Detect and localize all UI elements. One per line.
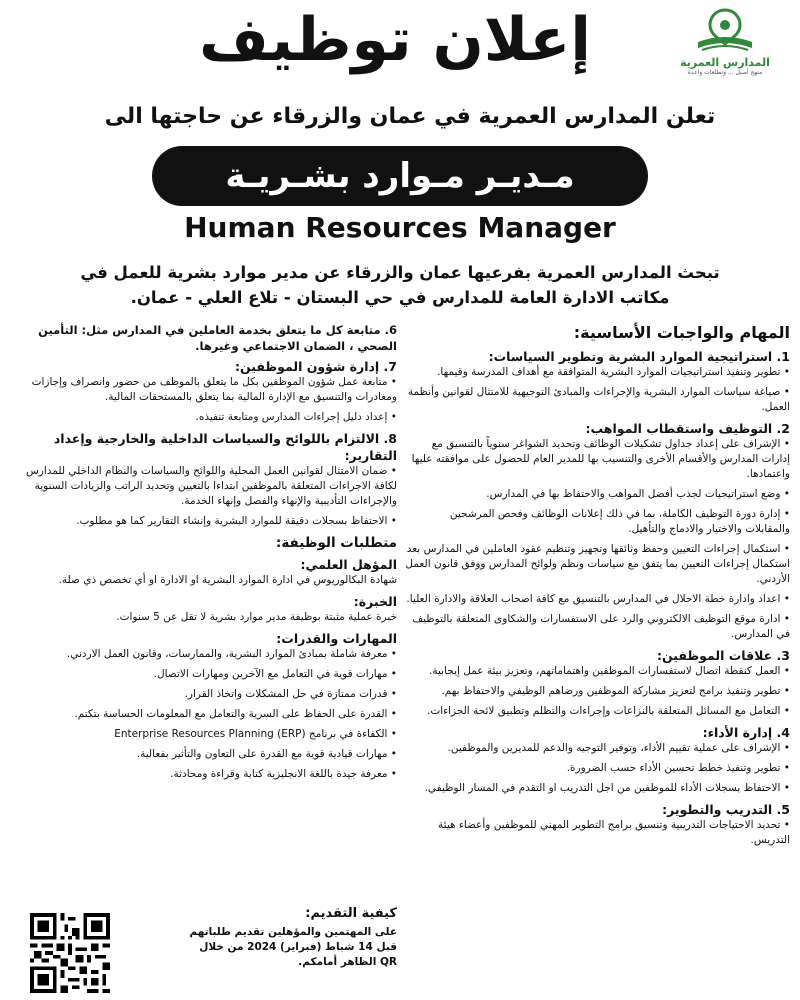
education-text: شهادة البكالوريوس في ادارة الموارد البشرية او الادارة او أي تخصص ذي صلة. [58,574,397,586]
page-title: إعلان توظيف [199,5,591,75]
list-item: • مهارات قيادية قوية مع القدرة على التعاون والتأثير بفعالية. [12,747,397,762]
section-title: 2. التوظيف واستقطاب المواهب: [585,421,790,436]
apply-line: قبل 14 شباط (فبراير) 2024 من خلال [199,941,397,953]
list-item: • مهارات قوية في التعامل مع الآخرين ومهارات الاتصال. [12,667,397,682]
list-item: • استكمال إجراءات التعيين وحفظ وثائقها وتجهيز وتنظيم عقود العاملين في المدارس بعد استكمال إجراءات التعيين بما يتفق مع سياسات ونظم ولوائح المدارس ووفق قانون العمل الأردني. [402,542,790,587]
list-item: • قدرات ممتازة في حل المشكلات واتخاذ القرار. [12,687,397,702]
list-item: • تطوير وتنفيذ برامج لتعزيز مشاركة الموظفين ورضاهم الوظيفي والاحتفاظ بهم. [402,684,790,699]
intro-line: تبحث المدارس العمرية بفرعيها عمان والزرقاء عن مدير موارد بشرية للعمل في [80,263,720,282]
list-item: • تحديد الاحتياجات التدريبية وتنسيق برامج التطوير المهني للموظفين وأعضاء هيئة التدريس. [402,818,790,848]
list-item: • التعامل مع المسائل المتعلقة بالنزاعات وإجراءات والتظلم وتطبيق لائحة الجزاءات. [402,704,790,719]
qr-code-icon[interactable] [30,913,110,993]
announcement: تعلن المدارس العمرية في عمان والزرقاء عن حاجتها الى [104,104,716,129]
duties-column [402,322,790,853]
list-item: • تطوير وتنفيذ خطط تحسين الأداء حسب الضرورة. [402,761,790,776]
list-item: • معرفة جيدة باللغة الانجليزية كتابة وقراءة ومحادثة. [12,767,397,782]
list-item: • الكفاءة في برنامج Enterprise Resources Planning (ERP) [12,727,397,742]
section-title: 6. متابعة كل ما يتعلق بخدمة العاملين في المدارس مثل: التأمين الصحي ، الضمان الاجتماعي وغيرها. [38,323,397,353]
skills-title: المهارات والقدرات: [276,631,397,646]
apply-text [127,905,397,970]
list-item: • الاحتفاظ بسجلات الأداء للموظفين من اجل التدريب او التقدم في المسار الوظيفي. [402,781,790,796]
list-item: • تطوير وتنفيذ استراتيجيات الموارد البشرية المتوافقة مع أهداف المدرسة وقيمها. [402,365,790,380]
section-title: 1. استراتيجية الموارد البشرية وتطوير السياسات: [488,349,790,364]
list-item: • إدارة دورة التوظيف الكاملة، بما في ذلك إعلانات الوظائف وفحص المرشحين والمقابلات والاختيار والادماج والتأهيل. [402,507,790,537]
list-item: • وضع استراتيجيات لجذب أفضل المواهب والاحتفاظ بها في المدارس. [402,487,790,502]
list-item: • الإشراف على إعداد جداول تشكيلات الوظائف وتحديد الشواغر سنوياً بالتنسيق مع إدارات المدارس والأقسام الأخرى والتنسيب بها للمدير العام للحصول على موافقته عليها واعتمادها. [402,437,790,482]
header [0,0,800,95]
requirements-title: متطلبات الوظيفة: [275,535,397,551]
experience-title: الخبرة: [353,594,397,609]
list-item: • ضمان الامتثال لقوانين العمل المحلية واللوائح والسياسات والنظام الداخلي للمدارس لكافة الاجراءات المتعلقة بالموظفين ابتداءا بالتعيين وتحديد الراتب والزيادات السنوية والإجراءات التأديبية والإنهاء والفصل وإنهاء الخدمة. [12,464,397,509]
list-item: • معرفة شاملة بمبادئ الموارد البشرية، والممارسات، وقانون العمل الاردني. [12,647,397,662]
list-item: • اعداد وادارة خطة الاحلال في المدارس بالتنسيق مع كافة اصحاب العلاقة والادارة العليا. [402,592,790,607]
logo-tagline: منهج أصيل ... وتطلعات واعدة [687,69,763,76]
list-item: • إعداد دليل إجراءات المدارس ومتابعة تنفيذه. [12,410,397,425]
list-item: • ادارة موقع التوظيف الالكتروني والرد على الاستفسارات والشكاوى المتعلقة بالتوظيف في المدارس. [402,612,790,642]
list-item: • الإشراف على عملية تقييم الأداء، وتوفير التوجيه والدعم للمديرين والموظفين. [402,741,790,756]
section-title: 7. إدارة شؤون الموظفين: [235,359,397,374]
list-item: • العمل كنقطة اتصال لاستفسارات الموظفين واهتماماتهم، وتعزيز بيئة عمل إيجابية. [402,664,790,679]
list-item: • صياغة سياسات الموارد البشرية والإجراءات والمبادئ التوجيهية للامتثال لقوانين وأنظمة العمل. [402,385,790,415]
experience-text: خبرة عملية مثبتة بوظيفة مدير موارد بشرية لا تقل عن 5 سنوات. [116,611,397,623]
left-column [12,322,397,787]
apply-line: QR الظاهر أمامكم. [298,956,397,968]
section-title: 5. التدريب والتطوير: [662,802,790,817]
duties-title: المهام والواجبات الأساسية: [573,323,790,342]
school-logo [670,4,780,84]
education-title: المؤهل العلمي: [300,557,397,572]
list-item: • متابعة عمل شؤون الموظفين بكل ما يتعلق بالموظف من حضور وانصراف وإجازات ومغادرات والتنسيق مع الإدارة المالية بما يتعلق بالمستحقات المالية. [12,375,397,405]
list-item: • القدرة على الحفاظ على السرية والتعامل مع المعلومات الحساسة بتكتم. [12,707,397,722]
apply-title: كيفية التقديم: [305,906,397,921]
section-title: 3. علاقات الموظفين: [657,648,790,663]
logo-emblem-icon [690,4,760,56]
section-title: 4. إدارة الأداء: [702,725,790,740]
apply-line: على المهتمين والمؤهلين تقديم طلباتهم [189,926,397,938]
intro-text [40,260,760,310]
position-title-en: Human Resources Manager [184,211,616,244]
logo-name: المدارس العمرية [680,56,770,69]
list-item: • الاحتفاظ بسجلات دقيقة للموارد البشرية وإنشاء التقارير كما هو مطلوب. [12,514,397,529]
apply-section [12,905,397,1000]
position-title-ar: مـديـر مـوارد بشـريـة [152,146,648,206]
section-title: 8. الالتزام باللوائح والسياسات الداخلية والخارجية وإعداد التقارير: [53,431,397,463]
intro-line: مكاتب الادارة العامة للمدارس في حي البستان - تلاع العلي - عمان. [130,288,670,307]
